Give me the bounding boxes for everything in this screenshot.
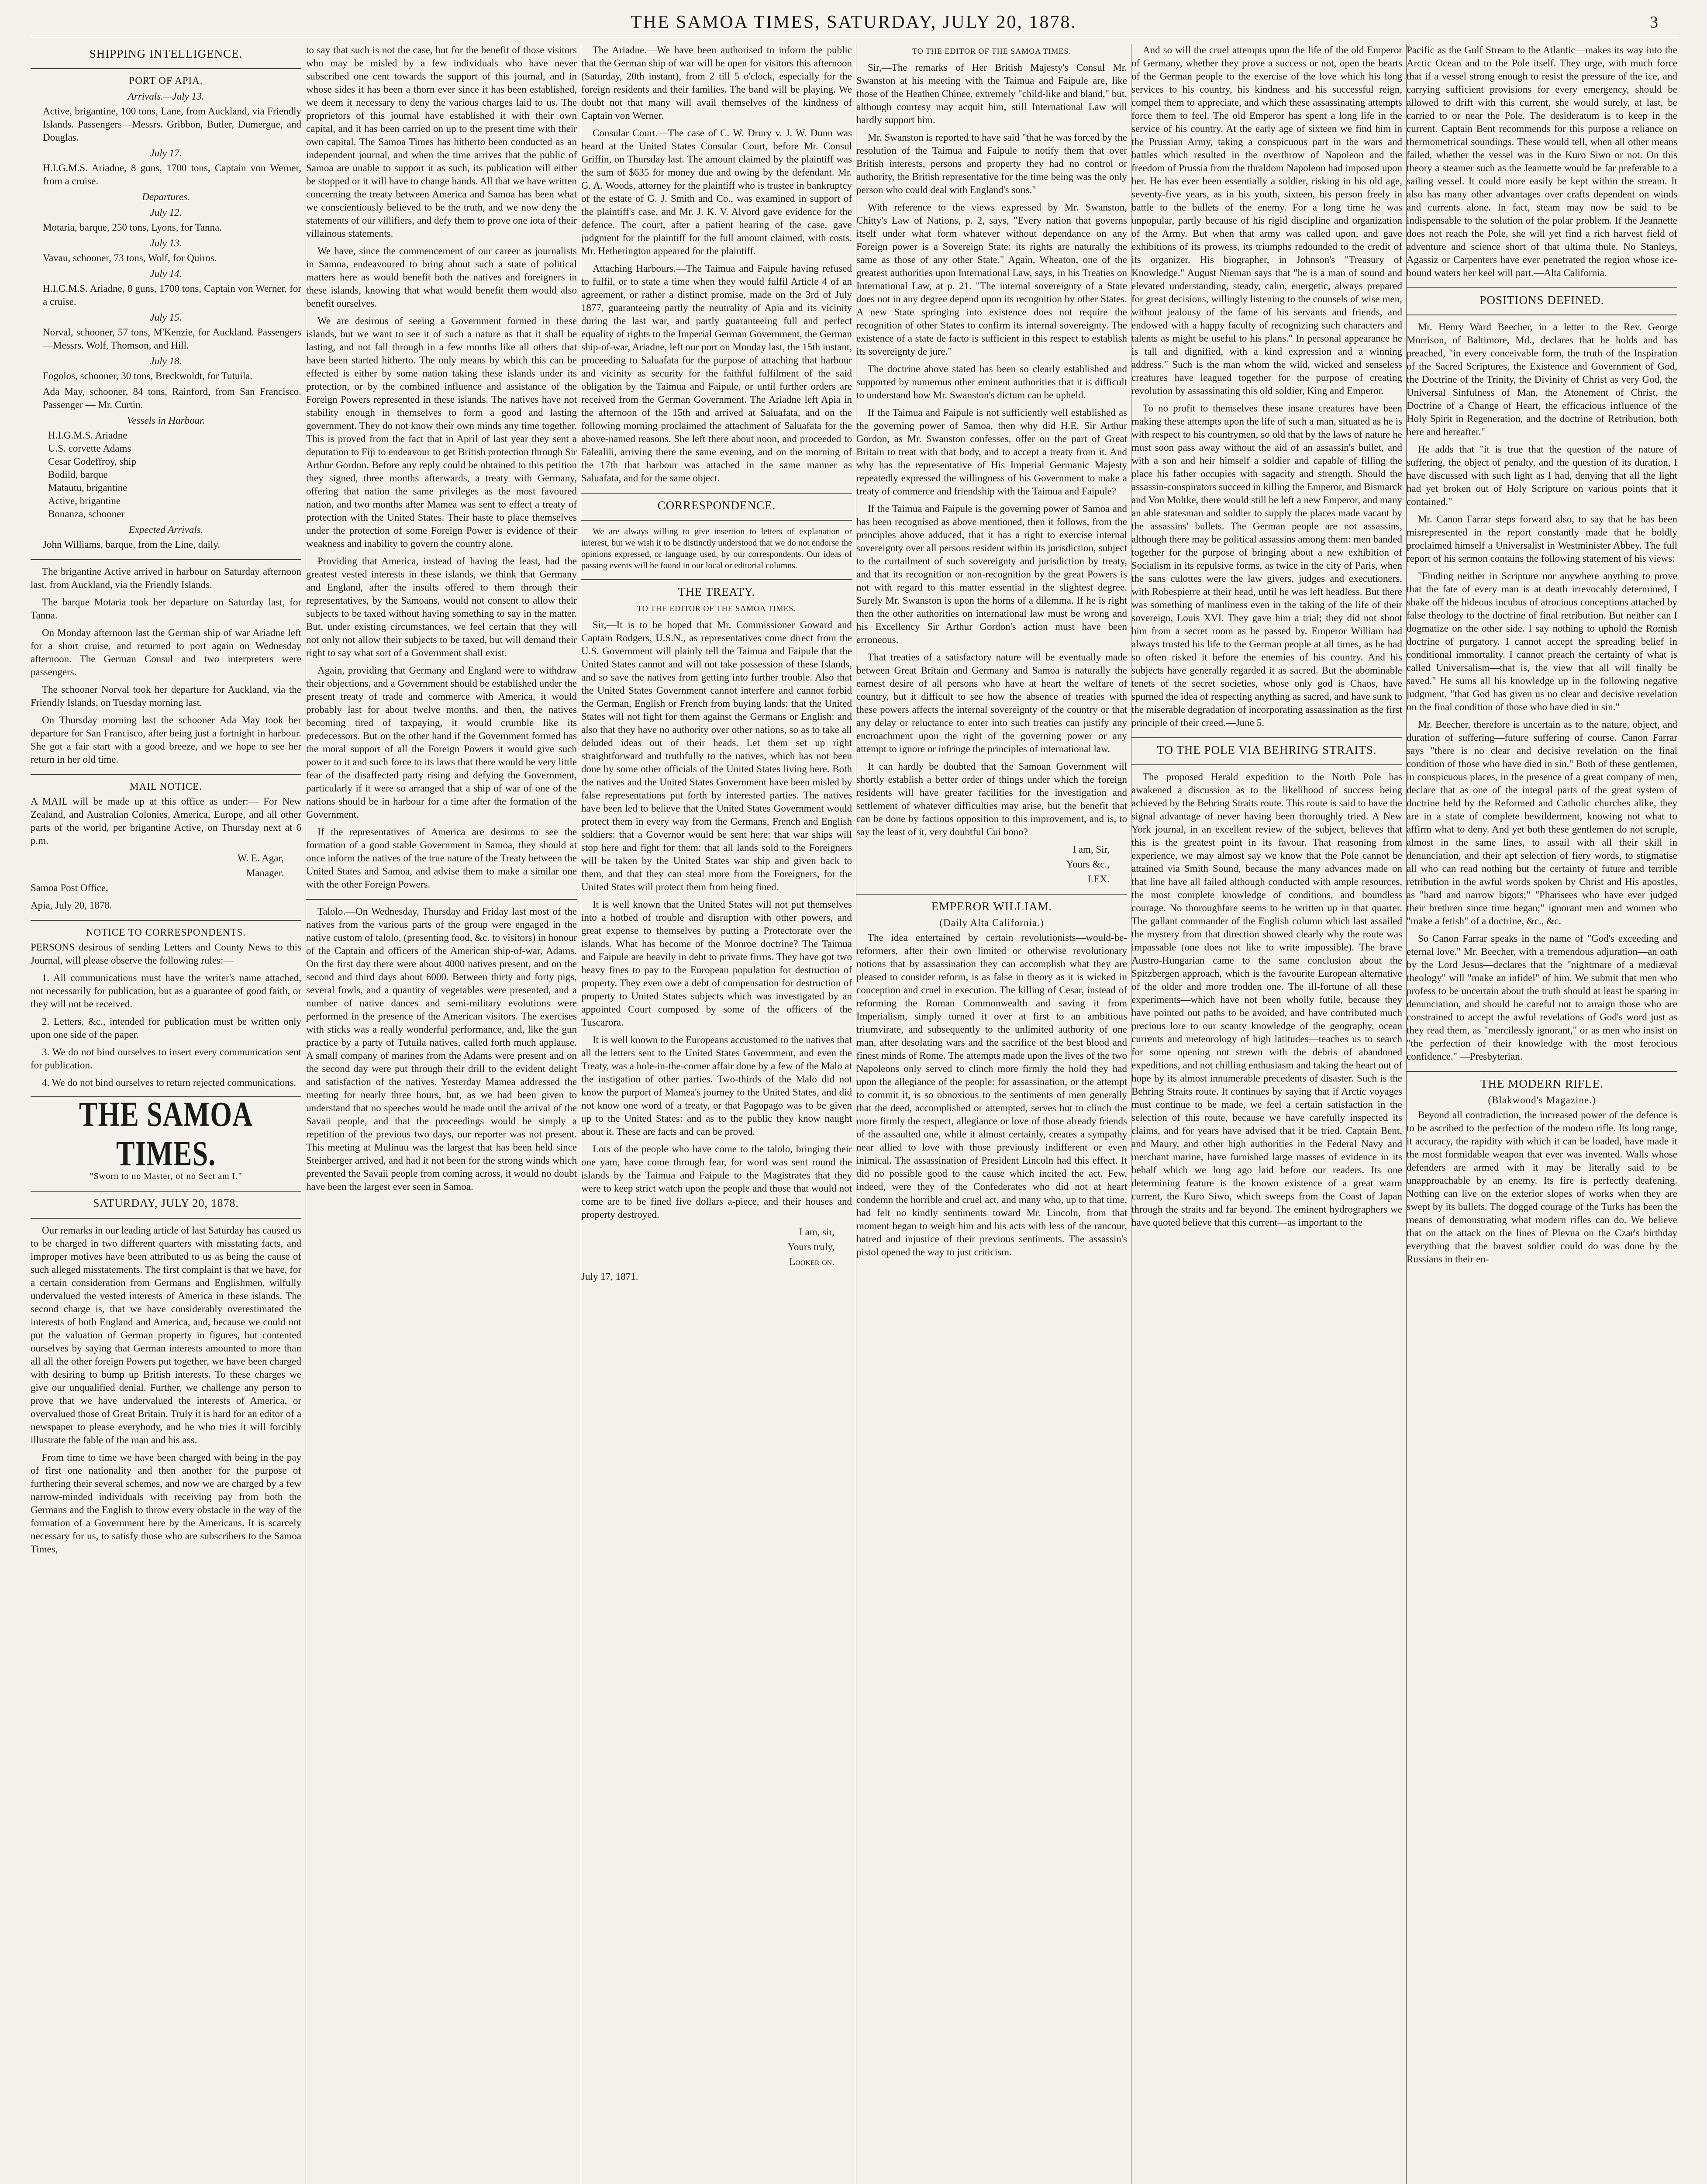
- correspondence-note: We are always willing to give insertion to letters of explanation or interest, but we wish it to be distinctly understood that we do not endorse the opinions expressed, or language used, by our correspondents. Our ideas of passing events will be found in our local or editorial columns.: [581, 527, 852, 570]
- departure-entry: Norval, schooner, 57 tons, M'Kenzie, for Auckland. Passengers—Messrs. Wolf, Thomson, and Hill.: [43, 327, 301, 351]
- editorial-paragraph: If the representatives of America are desirous to see the formation of a good stable Government in Samoa, they should at once inform the natives of the true nature of the Treaty between the United States and Samoa, and advise them to make a similar one with the other Foreign Powers.: [306, 826, 577, 890]
- expected-entry: John Williams, barque, from the Line, daily.: [43, 539, 220, 550]
- list-item: Bonanza, schooner: [48, 508, 124, 519]
- letter-paragraph: It is well known to the Europeans accustomed to the natives that all the letters sent to the United States Government, and even the Treaty, was a hole-in-the-corner affair done by a few of the Malo at the instigation of other parties. Two-thirds of the Malo did not know the purport of Mamea's journey to the United States, and did not know one word of a treaty, or that Pagopago was to be given up to the United States: and as to the public they know naught about it. These are facts and can be proved.: [581, 1034, 852, 1137]
- letter-paragraph: Mr. Swanston is reported to have said "that he was forced by the resolution of the Taimua and Faipule to notify them that over British interests, persons and property they had no control or authority, the British representative for the time being was the only person who could deal with England's sons.": [856, 132, 1127, 195]
- letter-paragraph: If the Taimua and Faipule is the governing power of Samoa and has been recognised as above mentioned, then it follows, from the principles above adduced, that it has a right to exercise internal sovereignty over all persons resident within its jurisdiction, subject to the curtailment of such sovereignty and jurisdiction by treaty, and that its recognition or non-recognition by the great Powers is not with regard to this matter essential in the slightest degree. Surely Mr. Swanston is upon the horns of a dilemma. If he is right then the other authorities on international law must be wrong and his Excellency Sir Arthur Gordon's action must have been erroneous.: [856, 503, 1127, 645]
- treaty-addressee: TO THE EDITOR OF THE SAMOA TIMES.: [637, 604, 796, 613]
- editorial-paragraph: Again, providing that Germany and England were to withdraw their objections, and a Government should be established under the present treaty of trade and commerce with America, it would probably last for about twelve months, and then, the natives becoming tired of taxpaying, it would crumble like its predecessors. But on the other hand if the Government formed has the moral support of all the Foreign Powers it would give such power to it and such force to its laws that there would be very little fear of the disaffected party rising and defying the Government, particularly if it were so arranged that a ship of war of one of the nations should be in harbour for a time after the formation of the Government.: [306, 665, 577, 820]
- article-paragraph: Mr. Beecher, therefore is uncertain as to the nature, object, and duration of suffering—future suffering of course. Canon Farrar says "there is no clear and decisive revelation on the final condition of those who have died in sin." Both of these gentlemen, in conspicuous places, in the presence of a great company of men, declare that as one of the integral parts of the great system of doctrine held by the Reformed and Catholic churches alike, they are in a state of complete bewilderment, knowing not what to affirm what to deny. And yet both these gentlemen do not scruple, almost in the same lines, to assail with all their skill in denunciation, and their apt selection of fiery words, to stigmatise all who can read nothing but the certainty of future and terrible retribution in the awful words spoken by Christ and His apostles, as "hard and narrow bigots;" "Pharisees who have ever judged their brethren since time began;" ignorant men and women who "make a fetish" of a doctrine, &c., &c.: [1407, 719, 1677, 926]
- departure-entry: H.I.G.M.S. Ariadne, 8 guns, 1700 tons, Captain von Werner, for a cruise.: [43, 283, 301, 307]
- list-item: Bodild, barque: [48, 469, 108, 480]
- article-paragraph: Mr. Henry Ward Beecher, in a letter to the Rev. George Morrison, of Baltimore, Md., declares that he holds and has preached, "in every conceivable form, the truth of the Inspiration of the Sacred Scriptures, the Existence and Government of God, the Doctrine of the Trinity, the Divinity of Christ as very God, the Universal Sinfulness of Man, the Atonement of Christ, the Doctrine of a Change of Heart, the efficacious influence of the Holy Spirit in Regeneration, and the doctrine of Retribution, both here and hereafter.": [1407, 321, 1677, 437]
- divider: [581, 493, 852, 494]
- page-number: 3: [1650, 13, 1659, 31]
- list-item: Active, brigantine: [48, 495, 121, 506]
- departure-entry: Motaria, barque, 250 tons, Lyons, for Tanna.: [43, 222, 222, 233]
- article-paragraph: And so will the cruel attempts upon the life of the old Emperor of Germany, whether they prove a success or not, open the hearts of the German people to the exercise of the love which his long services to his country, his kindness and his successful reign, compel them to appreciate, and which these assassinating attempts force them to feel. The old Emperor has spent a long life in the service of his country. At the early age of sixteen we find him in the Prussian Army, taking a conspicuous part in the wars and battles which resulted in the overthrow of Napoleon and the freedom of Prussia from the thraldom Napoleon had imposed upon her. He has ever been essentially a soldier, risking in his old age, seventy-five years, as in his youth, sixteen, his person freely in battle to the bullets of the enemy. For a long time he was unpopular, partly because of his rigid discipline and organization of the Army. But when that army was called upon, and gave exhibitions of its prowess, its triumphs redounded to the credit of its organizer. His biographer, in Johnson's "Treasury of Knowledge." August Nieman says that "he is a man of sound and elevated understanding, steady, calm, energetic, always prepared for great decisions, willingly listening to the counsels of wise men, without jealousy of the fame of his servants and friends, and endowed with a happy faculty of recognizing such characters and talents as might be useful to his plans." In personal appearance he is tall and dignified, with a kind expression and a winning address." Such is the man whom the wild, wicked and senseless creatures have leagued together for the purpose of creating revolution by assassinating this old soldier, King and Emperor.: [1131, 45, 1402, 396]
- letter-paragraph: It can hardly be doubted that the Samoan Government will shortly establish a better order of things under which the foreign residents will have greater facilities for the investigation and settlement of whatever difficulties may arise, but the benefit that can be done by factious opposition to this improvement, and is, to say the least of it, very doubtful Cui bono?: [856, 761, 1127, 837]
- mail-date: Apia, July 20, 1878.: [31, 900, 112, 911]
- divider: [31, 1218, 301, 1219]
- departure-entry: Fogolos, schooner, 30 tons, Breckwoldt, for Tutuila.: [43, 370, 253, 381]
- emperor-source: (Daily Alta California.): [939, 917, 1044, 928]
- paper-motto: "Sworn to no Master, of no Sect am I.": [90, 1171, 242, 1181]
- notice-rule: 3. We do not bind ourselves to insert every communication sent for publication.: [31, 1047, 301, 1071]
- rifle-heading: THE MODERN RIFLE.: [1480, 1077, 1604, 1090]
- letter-signoff: I am, sir,: [799, 1227, 835, 1237]
- mail-text: A MAIL will be made up at this office as under:— For New Zealand, and Australian Colonies, America, Europe, and all other parts of the world, per brigantine Active, on Thursday next at 6 p.m.: [31, 796, 301, 846]
- news-paragraph: On Monday afternoon last the German ship of war Ariadne left for a short cruise, and returned to port again on Wednesday afternoon. The German Consul and two interpreters were passengers.: [31, 627, 301, 677]
- mail-signature-title: Manager.: [246, 867, 284, 878]
- divider: [1131, 764, 1402, 765]
- column-2: [306, 44, 577, 2184]
- notice-rule: 2. Letters, &c., intended for publication must be written only upon one side of the paper.: [31, 1016, 301, 1040]
- column-1: [31, 44, 301, 2184]
- departure-entry: Ada May, schooner, 84 tons, Rainford, from San Francisco. Passenger — Mr. Curtin.: [43, 386, 301, 410]
- divider: [31, 774, 301, 775]
- entry-date: July 18.: [150, 356, 182, 366]
- column-5: [1131, 44, 1402, 2184]
- letter-paragraph: Sir,—The remarks of Her British Majesty's Consul Mr. Swanston at his meeting with the Taimua and Faipule are, like those of the Heathen Chinee, extremely "child-like and bland," but, although courtesy may acquit him, still International Law will hardly support him.: [856, 62, 1127, 125]
- page-header: [31, 9, 1677, 37]
- divider: [306, 899, 577, 900]
- divider: [31, 920, 301, 921]
- departure-entry: Vavau, schooner, 73 tons, Wolf, for Quiros.: [43, 252, 217, 263]
- port-heading: PORT OF APIA.: [129, 75, 203, 86]
- list-item: Cesar Godeffroy, ship: [48, 456, 136, 467]
- letter-signature: LEX.: [1087, 874, 1110, 885]
- consular-court-paragraph: Consular Court.—The case of C. W. Drury v. J. W. Dunn was heard at the United States Consular Court, before Mr. Consul Griffin, on Thursday last. The amount claimed by the plaintiff was the sum of $635 for money due and owing by the defendant. Mr. G. A. Woods, attorney for the plaintiff who is trustee in bankruptcy of the estate of G. J. Smith and Co., was examined in support of the plaintiff's case, and Mr. J. K. V. Alvord gave evidence for the defence. The court, after a patient hearing of the case, gave judgment for the plaintiff for the full amount claimed, with costs. Mr. Hetherington appeared for the plaintiff.: [581, 128, 852, 256]
- letter-paragraph: With reference to the views expressed by Mr. Swanston, Chitty's Law of Nations, p. 2, says, "Every nation that governs itself under what form whatever without dependance on any Foreign power is a Sovereign State: its rights are naturally the same as those of any other State." Again, Wheaton, one of the greatest authorities upon International Law, says, in his Treaties on International Law, at p. 21. "The internal sovereignty of a State does not in any degree depend upon its recognition by other States. A new State springing into existence does not require the recognition of other States to confirm its internal sovereignty. The existence of a state de facto is sufficient in this respect to establish its sovereignty de jure.": [856, 202, 1127, 357]
- treaty-heading: THE TREATY.: [678, 585, 755, 598]
- editorial-paragraph: We are desirous of seeing a Government formed in these islands, but we want to see it of such a nature as that it shall be lasting, and not fall through in a few months like all others that have been started hitherto. The only means by which this can be effected is either by some nation taking these islands under its protection, or by the combined influence and assistance of the Foreign Powers represented in these islands. The natives have not stability enough in themselves to form a good and lasting government. They do not know their own minds any time together. This is proved from the fact that in April of last year they sent a deputation to Fiji to endeavour to get British protection through Sir Arthur Gordon. Before any reply could be obtained to this petition they signed, three months afterwards, a treaty with Germany, offering that nation the same privileges as the most favoured nation, and two months after Mamea was sent to effect a treaty of protection with the United States. Their haste to place themselves under the protection of some Foreign Power is evidence of their weakness and inability to govern the country alone.: [306, 315, 577, 549]
- article-paragraph: So Canon Farrar speaks in the name of "God's exceeding and eternal love." Mr. Beecher, with a tremendous adjuration—an oath by the Lord Jesus—declares that the "nightmare of a mediæval theology" will "make an infidel" of him. We submit that men who profess to be uncertain about the truth should at least be sparing in denunciation, and should be careful not to arraign those who are constrained to accept the awful revelations of God's word just as they read them, as "mercilessly ignorant," or as men who insist on "the perfection of their knowledge with the most ferocious confidence." —Presbyterian.: [1407, 933, 1677, 1062]
- news-paragraph: The barque Motaria took her departure on Saturday last, for Tanna.: [31, 597, 301, 621]
- vessels-heading: Vessels in Harbour.: [127, 415, 205, 426]
- talolo-paragraph: Talolo.—On Wednesday, Thursday and Friday last most of the natives from the various parts of the group were engaged in the native custom of talolo, (presenting food, &c. to visitors) in honour of the Captain and officers of the American ship-of-war, Adams. On the first day there were about 4000 natives present, and on the second and third days about 6000. Between thirty and forty pigs, several fowls, and a quantity of vegetables were presented, and a number of native dances and semi-military evolutions were performed in the presence of the American visitors. The exercises with sticks was a really wonderful performance, and, like the gun practice by a party of Tutuila natives, called forth much applause. A small company of marines from the Adams were present and on the second day were put through their drill to the evident delight and satisfaction of the natives. Yesterday Mamea addressed the meeting for nearly three hours, but, as we had been given to understand that no speeches would be made until the arrival of the Savaii people, and that the proceedings would be simply a repetition of the previous two days, our reporter was not present. This meeting at Mulinuu was the largest that has been held since Steinberger arrived, and had it not been for the strong winds which prevented the Savaii people from coming across, it would no doubt have been the largest ever seen in Samoa.: [306, 906, 577, 1192]
- divider: [31, 1191, 301, 1192]
- divider: [581, 579, 852, 580]
- notice-heading: NOTICE TO CORRESPONDENTS.: [86, 927, 246, 938]
- editorial-paragraph: Providing that America, instead of having the least, had the greatest vested interests in these islands, we think that Germany and England, after the insults offered to them through their representatives, by the Samoans, would not consent to allow their subjects to be taxed without having something to say in the matter. But, under existing circumstances, we feel certain that they will not only not allow their subjects to be taxed, but will demand their right to say what sort of a Government shall exist.: [306, 556, 577, 658]
- editorial-paragraph: Our remarks in our leading article of last Saturday has caused us to be charged in two different quarters with misstating facts, and improper motives have been attributed to us as being the cause of such alleged misstatements. The first complaint is that we have, for a certain consideration from Germans and Englishmen, wilfully undervalued the vested interests of America in these islands. The second charge is, that we have considerably overestimated the interests of both England and America, and, because we could not put the valuation of German property in figures, but contented ourselves by saying that German interests amounted to more than all all the other foreign Powers put together, we have been charged with desiring to bump up British interests. To these charges we give our unqualified denial. Further, we challenge any person to prove that we have undervalued the interests of America, or overvalued those of Great Britain. Truly it is hard for an editor of a newspaper to please everybody, and he who tries it will forcibly illustrate the fable of the man and his ass.: [31, 1225, 301, 1445]
- divider: [1407, 287, 1677, 288]
- letter-paragraph: Sir,—It is to be hoped that Mr. Commissioner Goward and Captain Rodgers, U.S.N., as representatives come direct from the U.S. Government will plainly tell the Taimua and Faipule that the United States cannot and will not take possession of these Islands, and so save the natives from getting into further trouble. Also that the United States Government cannot interfere and cannot forbid the German, English or French from buying lands: that the United States will not fight for them against the Germans or English: and also that they have no authority over other nations, so as to take all deluded ideas out of their heads. Let them set up right straightforward and truthfully to the natives, which has not been done by some other officials of the United States living here. Both the natives and the United States Government have been misled by false representations put forth by interested parties. The natives have been led to believe that the United States Government would protect them in every way from the Germans, French and English soldiers: that a Governor would be sent here: that war ships will stop here and fight for them: that all lands sold to the Foreigners will be taken by the United States war ship and given back to them, and that they can steal more from the Foreigners, for the United States will protect them from being fined.: [581, 619, 852, 892]
- letter-signoff: Yours &c.,: [1066, 859, 1110, 870]
- divider: [1407, 1071, 1677, 1072]
- divider: [31, 559, 301, 560]
- article-paragraph: The proposed Herald expedition to the North Pole has awakened a discussion as to the likelihood of success being achieved by the Behring Straits route. This route is said to have the signal advantage of never having been thoroughly tried. A New York journal, in an excellent review of the subject, believes that this is the greatest point in its favour. That reasoning from experience, we may almost say we know that the Pole cannot be attained via Smith Sound, because the many advances made on that line have all failed although conducted with ample resources, the most complete knowledge of conditions, and boundless courage. No thoroughfare seems to be written up in that quarter. The gallant commander of the English column which last assailed the mystery from that direction showed clearly why the route was impassable (one does not like to write impossible). The brave Austro-Hungarian came to the same conclusion about the Spitzbergen approach, which is the favourite European alternative of the older and more trodden one. The ill-fortune of all these experiments—which have not been wholly futile, because they have pointed out paths to be avoided, and have contributed much precious lore to our scanty knowledge of the geography, ocean currents and meteorology of high latitudes—teaches us to search for some opening not strewn with the debris of abandoned expeditions, and not chilling enthusiasm and taking the heart out of hope by its almost innumerable precedents of disaster. Such is the Behring Straits route. It continues by saying that if Arctic voyages must continue to be made, we feel a certain satisfaction in the selection of this route, because we have carefully inspected its claims, and for years have advised that it be tried. Captain Bent, and Maury, and other high authorities in the Federal Navy and merchant marine, have furnished large masses of evidence in its behalf which we long ago laid before our readers. Its one determining feature is the known existence of a great warm current, the Kuro Siwo, which sweeps from the Coast of Japan through the straits and far beyond. The eminent hydrographers we have quoted believe that this current—as important to the: [1131, 771, 1402, 1228]
- letter-signoff: I am, Sir,: [1072, 844, 1110, 855]
- mail-heading: MAIL NOTICE.: [130, 781, 202, 792]
- article-paragraph: The idea entertained by certain revolutionists—would-be-reformers, after their own limited or otherwise revolutionary notions that by assassination they can accomplish what they are pleased to consider reform, is as false in theory as it is wicked in conception and cruel in execution. The killing of Cesar, instead of reforming the Roman Commonwealth and saving it from Imperialism, simply turned it over at first to an ambitious triumvirate, and subsequently to the unlimited authority of one man, after desolating wars and the sacrifice of the best blood and finest minds of Rome. The attempts made upon the lives of the two Napoleons only served to clinch more firmly the hold they had upon the allegiance of the people: for assassination, or the attempt to commit it, is so obnoxious to the sentiments of men generally that the deed, accomplished or attempted, serves but to clinch the more firmly the respect, allegiance or love of those already friends of the assaulted one, while it almost certainly, creates a sympathy near allied to love with those previously indifferent or even inimical. The assassination of President Lincoln had this effect. It did no possible good to the cause which incited the act. Few, indeed, were they of the Confederates who did not at heart condemn the horrible and cruel act, and many who, up to that time, had felt no kindly sentiments toward Mr. Lincoln, from that moment began to weigh him and his acts with less of the rancour, hatred and injustice of their previous sentiments. The assassin's pistol opened the way to just criticism.: [856, 932, 1127, 1258]
- list-item: Matautu, brigantine: [48, 482, 128, 493]
- shipping-heading: SHIPPING INTELLIGENCE.: [89, 47, 243, 60]
- news-paragraph: On Thursday morning last the schooner Ada May took her departure for San Francisco, after being just a fortnight in harbour. She got a fair start with a good breeze, and we hope to see her return in her old time.: [31, 715, 301, 765]
- news-paragraph: The schooner Norval took her departure for Auckland, via the Friendly Islands, on Tuesday morning last.: [31, 684, 301, 708]
- notice-rule: 1. All communications must have the writer's name attached, not necessarily for publication, but as a guarantee of good faith, or they will not be received.: [31, 972, 301, 1009]
- arrival-entry: H.I.G.M.S. Ariadne, 8 guns, 1700 tons, Captain von Werner, from a cruise.: [43, 162, 301, 187]
- vessels-list: [31, 429, 301, 521]
- attaching-harbours-paragraph: Attaching Harbours.—The Taimua and Faipule having refused to fulfil, or to state a time when they would fulfil Article 4 of an agreement, or rather a distinct promise, made on the 3rd of July 1877, guaranteeing partly the neutrality of Apia and its vicinity during the last war, and partly guaranteeing full and perfect equality of rights to the Imperial German Government, the German ship-of-war, Ariadne, left our port on Monday last, the 15th instant, proceeding to Saluafata for the purpose of attaching that harbour and vicinity as security for the faithful fulfilment of the said obligation by the Taimua and Faipule, or until further orders are received from the German Government. The Ariadne left Apia in the afternoon of the 15th and arrived at Saluafata, and on the following morning proclaimed the attachment of Saluafata for the above-named reasons. She left there about noon, and proceeded to Falealili, arriving there the same evening, and on the morning of the 17th that harbour was attached in the same manner as Saluafata, and for the same object.: [581, 263, 852, 484]
- divider: [1131, 737, 1402, 738]
- letter-signoff: Yours truly,: [787, 1241, 835, 1252]
- expected-heading: Expected Arrivals.: [128, 524, 203, 535]
- letter-paragraph: That treaties of a satisfactory nature will be eventually made between Great Britain and Germany and Samoa is naturally the earnest desire of all persons who have at heart the welfare of country, but it difficult to see how the absence of treaties with these powers affects the internal sovereignty of the country or that any delay or reluctance to enter into such treaties can justify any encroachment upon the right of the governing power or any attempt to ignore or infringe the principles of international law.: [856, 652, 1127, 754]
- editorial-paragraph: We have, since the commencement of our career as journalists in Samoa, endeavoured to bring about such a state of political matters here as would benefit both the natives and foreigners in these islands, knowing that what would benefit them would also benefit ourselves.: [306, 245, 577, 309]
- ariadne-paragraph: The Ariadne.—We have been authorised to inform the public that the German ship of war will be open for visitors this afternoon (Saturday, 20th instant), from 2 till 5 o'clock, especially for the foreign residents and their families. The band will be playing. We doubt not that many will avail themselves of the kindness of Captain von Werner.: [581, 45, 852, 121]
- divider: [1407, 314, 1677, 315]
- letter-addressee: TO THE EDITOR OF THE SAMOA TIMES.: [912, 47, 1071, 55]
- paper-title: THE SAMOA TIMES.: [79, 1095, 253, 1173]
- notice-rule: 4. We do not bind ourselves to return rejected communications.: [42, 1077, 297, 1088]
- column-3: [581, 44, 852, 2184]
- divider: [31, 68, 301, 69]
- entry-date: July 14.: [150, 268, 182, 279]
- divider: [581, 520, 852, 521]
- entry-date: July 15.: [150, 312, 182, 323]
- departures-heading: Departures.: [142, 191, 190, 202]
- arrivals-heading: Arrivals.—July 13.: [128, 91, 204, 102]
- emperor-heading: EMPEROR WILLIAM.: [931, 900, 1052, 913]
- article-paragraph: Pacific as the Gulf Stream to the Atlantic—makes its way into the Arctic Ocean and to the Pole itself. They urge, with much force that if a vessel strong enough to resist the pressure of the ice, and carrying sufficient provisions for every emergency, should be allowed to drift with this current, she would surely, at last, be carried to or near the Pole. The desideratum is to keep in the current. Captain Bent recommends for this purpose a reliance on thermometrical soundings. These would tell, when all other means failed, whether the vessel was in the Kuro Siwo or not. On this theory a steamer such as the Jeannette would be far preferable to a sailing vessel. It could more easily be kept within the stream. It also has many other advantages over crafts dependent on winds and currents alone. In fact, steam may now be said to be indispensable to the solution of the polar problem. If the Jeannette does not reach the Pole, she will yet find a rich harvest field of adventure and science short of that ultima thule. No Stanleys, Agassiz or Carpenters have ever penetrated the region whose ice-bound waters her keel will part.—Alta California.: [1407, 45, 1677, 278]
- article-paragraph: Beyond all contradiction, the increased power of the defence is to be ascribed to the perfection of the modern rifle. Its long range, it accuracy, the rapidity with which it can be loaded, have made it the most formidable weapon that ever was invented. Walls whose defenders are armed with it may be literally said to be unapproachable by an enemy. Its fire is perfectly deafening. Nothing can live on the exterior slopes of works when they are swept by its bullets. The dogged courage of the Turks has been the means of demonstrating what modern rifles can do. We believe that on the attack on the lines of Plevna on the Czar's birthday everything that the bravest soldier could do was done by the Russians in their en-: [1407, 1109, 1677, 1265]
- correspondence-heading: CORRESPONDENCE.: [657, 499, 776, 512]
- positions-heading: POSITIONS DEFINED.: [1479, 294, 1604, 307]
- editorial-paragraph: From time to time we have been charged with being in the pay of first one nationality and then another for the purpose of furthering their several schemes, and now we are charged by a few narrow-minded individuals with receiving pay from both the Germans and the English to throw every obstacle in the way of the formation of a Government here by the Americans. It is scarcely necessary for us, to satisfy those who are subscribers to the Samoa Times,: [31, 1452, 301, 1555]
- issue-dateline: SATURDAY, JULY 20, 1878.: [93, 1197, 239, 1209]
- letter-paragraph: The doctrine above stated has been so clearly established and supported by numerous other eminent authorities that it is difficult to understand how Mr. Swanston's dictum can be upheld.: [856, 363, 1127, 401]
- mail-office: Samoa Post Office,: [31, 882, 108, 893]
- entry-date: July 17.: [150, 148, 182, 159]
- arrival-entry: Active, brigantine, 100 tons, Lane, from Auckland, via Friendly Islands. Passengers—Messrs. Gribbon, Butler, Dumergue, and Douglas.: [43, 106, 301, 143]
- editorial-paragraph: to say that such is not the case, but for the benefit of those visitors who may be misled by a few individuals who have never subscribed one cent towards the support of this journal, and in whose sides it has been a thorn ever since it has been established, we deem it necessary to deny the various charges laid to us. The proprietors of this journal have established it with their own capital, and it has been carried on up to the present time with their own capital. The Samoa Times has hitherto been conducted as an independent journal, and when the time arrives that the public of Samoa are unable to support it as such, its publication will either be stopped or it will have to change hands. All that we have written concerning the treaty between America and Samoa has been what we conscientiously believed to be the truth, and we now deny the statements of our villifiers, and defy them to prove one iota of their villainous statements.: [306, 45, 577, 239]
- notice-intro: PERSONS desirous of sending Letters and County News to this Journal, will please observe the following rules:—: [31, 942, 301, 966]
- letter-paragraph: It is well known that the United States will not put themselves into a hotbed of trouble and disruption with other powers, and great expense to themselves by putting a Protectorate over the islands. What has become of the Monroe doctrine? The Taimua and Faipule are heavily in debt to private firms. They have got two heavy fines to pay to the European population for destruction of property. They even owe a debt of compensation for destruction of property to United States subjects which was investigated by an appointed Court composed by some of the officers of the Tuscarora.: [581, 899, 852, 1028]
- news-paragraph: The brigantine Active arrived in harbour on Saturday afternoon last, from Auckland, via the Friendly Islands.: [31, 566, 301, 590]
- letter-paragraph: Lots of the people who have come to the talolo, bringing their one yam, have come through fear, for word was sent round the islands by the Taimua and Faipule to the Magistrates that they were to keep strict watch upon the people and those that would not come are to be fined five dollars a-piece, and their houses and property destroyed.: [581, 1144, 852, 1220]
- letter-paragraph: If the Taimua and Faipule is not sufficiently well established as the governing power of Samoa, then why did H.E. Sir Arthur Gordon, as Mr. Swanston confesses, offer on the part of Great Britain to treat with that body, and to accept a treaty from it. And why has the representative of His Imperial Germanic Majesty repeatedly expressed the willingness of his Government to make a treaty of commerce and friendship with the Taimua and Faipule?: [856, 407, 1127, 497]
- article-paragraph: He adds that "it is true that the question of the nature of suffering, the object of penalty, and the question of its duration, I have discussed with such light as I had, denying that all the light had yet broken out of Holy Scripture on various points that it contained.": [1407, 444, 1677, 507]
- article-paragraph: "Finding neither in Scripture nor anywhere anything to prove that the fate of every man is at death irrevocably determined, I shake off the hideous incubus of atrocious conceptions attached by false theology to the doctrine of final retribution. But neither can I dogmatize on the other side. I say nothing to uphold the Romish doctrine of purgatory. I cannot accept the spreading belief in conditional immortality. I cannot preach the certainty of what is called Universalism—that is, the view that all will finally be saved." He sums all his knowledge up in the following negative judgment, "that God has given us no clear and decisive revelation on the final condition of those who have died in sin.": [1407, 570, 1677, 712]
- article-paragraph: Mr. Canon Farrar steps forward also, to say that he has been misrepresented in the report constantly made that he boldly proclaimed himself a Universalist in Westminister Abbey. The full report of his sermon contains the following statement of his views:: [1407, 514, 1677, 564]
- article-paragraph: To no profit to themselves these insane creatures have been making these attempts upon the life of such a man, situated as he is with respect to his countrymen, so old that by the laws of nature he must soon pass away without the aid of an assassin's bullet, and with a son and heir himself a soldier and capable of filling the place his father occupies with sagacity and strength. Should the assassin-conspirators succeed in killing the Emperor, and Bismarck and Von Moltke, there would still be left a new Emperor, and many an able statesman and soldier to supply the places made vacant by the assassins' bullets. The German people are not assassins, although there may be political assassins among them: men banded together for the purpose of bringing about a new exhibition of Socialism in its repulsive forms, as twice in the city of Paris, when the sans culottes were the law givers, judges and executioners, with Robespierre at their head, until he was left headless. But there was something of manliness even in the taking of the life of their sovereign, Louis XVI. They gave him a trial; they did not shoot him from a secret room as he passed by. Emperor William had always trusted his life to the German people at all times, as he had so often risked it before the enemies of his country. And his subjects have generally regarded it as sacred. But the abominable tenets of the secret societies, whose only god is Chaos, have spurned the idea of respecting anything as sacred, and have sunk to the miserable degradation of incorporating assassination as the first principle of their creed.—June 5.: [1131, 403, 1402, 728]
- letter-date: July 17, 1871.: [581, 1271, 638, 1282]
- column-4: [856, 44, 1127, 2184]
- pole-heading: TO THE POLE VIA BEHRING STRAITS.: [1157, 743, 1377, 757]
- entry-date: July 12.: [150, 207, 182, 218]
- rifle-source: (Blakwood's Magazine.): [1488, 1095, 1596, 1106]
- letter-signature: Looker on.: [789, 1256, 835, 1267]
- list-item: U.S. corvette Adams: [48, 443, 131, 454]
- divider: [856, 894, 1127, 895]
- list-item: H.I.G.M.S. Ariadne: [48, 430, 128, 441]
- entry-date: July 13.: [150, 238, 182, 249]
- mail-signature: W. E. Agar,: [237, 853, 284, 864]
- running-title: THE SAMOA TIMES, SATURDAY, JULY 20, 1878.: [631, 12, 1077, 32]
- column-6: [1406, 44, 1677, 2184]
